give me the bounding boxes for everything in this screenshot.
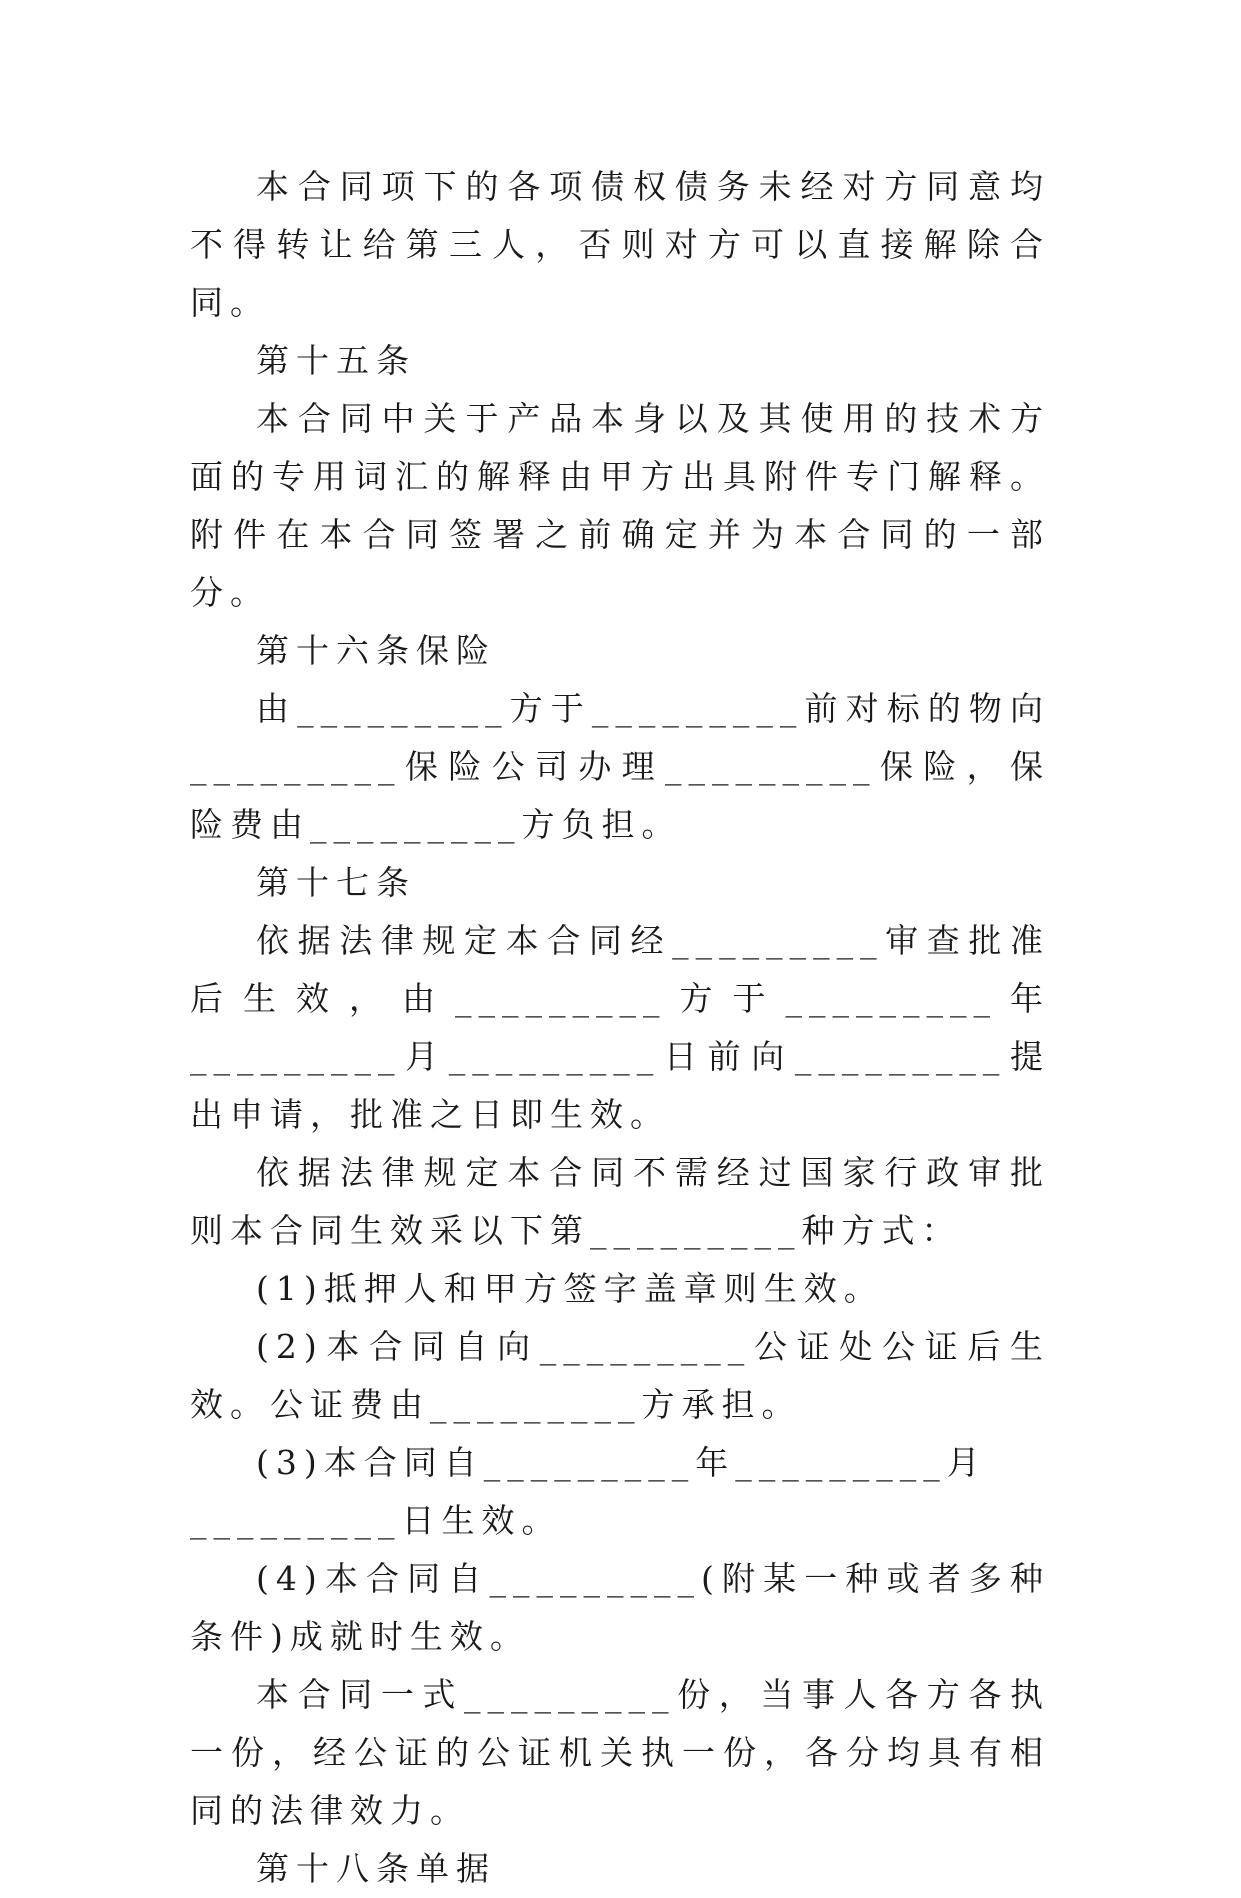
option-3: (3)本合同自_________年_________月_________日生效。 [190, 1443, 987, 1540]
option-4: (4)本合同自_________(附某一种或者多种条件)成就时生效。 [190, 1559, 1050, 1656]
article-16-heading: 第十六条保险 [256, 631, 496, 670]
para-insurance: 由_________方于_________前对标的物向_________保险公司办理_________保险，保险费由_________方负担。 [190, 689, 1050, 844]
article-17-heading: 第十七条 [256, 863, 416, 902]
para-approval-effect: 依据法律规定本合同经_________审查批准后生效，由_________方于_________年_________月_________日前向_________提出申请，批准之日即生效。 [190, 921, 1050, 1134]
option-2: (2)本合同自向_________公证处公证后生效。公证费由_________方承担。 [190, 1327, 1050, 1424]
article-15-heading: 第十五条 [256, 341, 416, 380]
para-terms-interpretation: 本合同中关于产品本身以及其使用的技术方面的专用词汇的解释由甲方出具附件专门解释。附件在本合同签署之前确定并为本合同的一部分。 [190, 399, 1050, 612]
para-copies: 本合同一式_________份，当事人各方各执一份，经公证的公证机关执一份，各分均具有相同的法律效力。 [190, 1675, 1050, 1830]
option-1: (1)抵押人和甲方签字盖章则生效。 [256, 1269, 884, 1308]
article-18-heading: 第十八条单据 [256, 1849, 496, 1888]
para-no-approval-effect: 依据法律规定本合同不需经过国家行政审批则本合同生效采以下第_________种方式： [190, 1153, 1050, 1250]
para-assignment-restriction: 本合同项下的各项债权债务未经对方同意均不得转让给第三人，否则对方可以直接解除合同。 [190, 167, 1050, 322]
document-body [190, 158, 1050, 1898]
